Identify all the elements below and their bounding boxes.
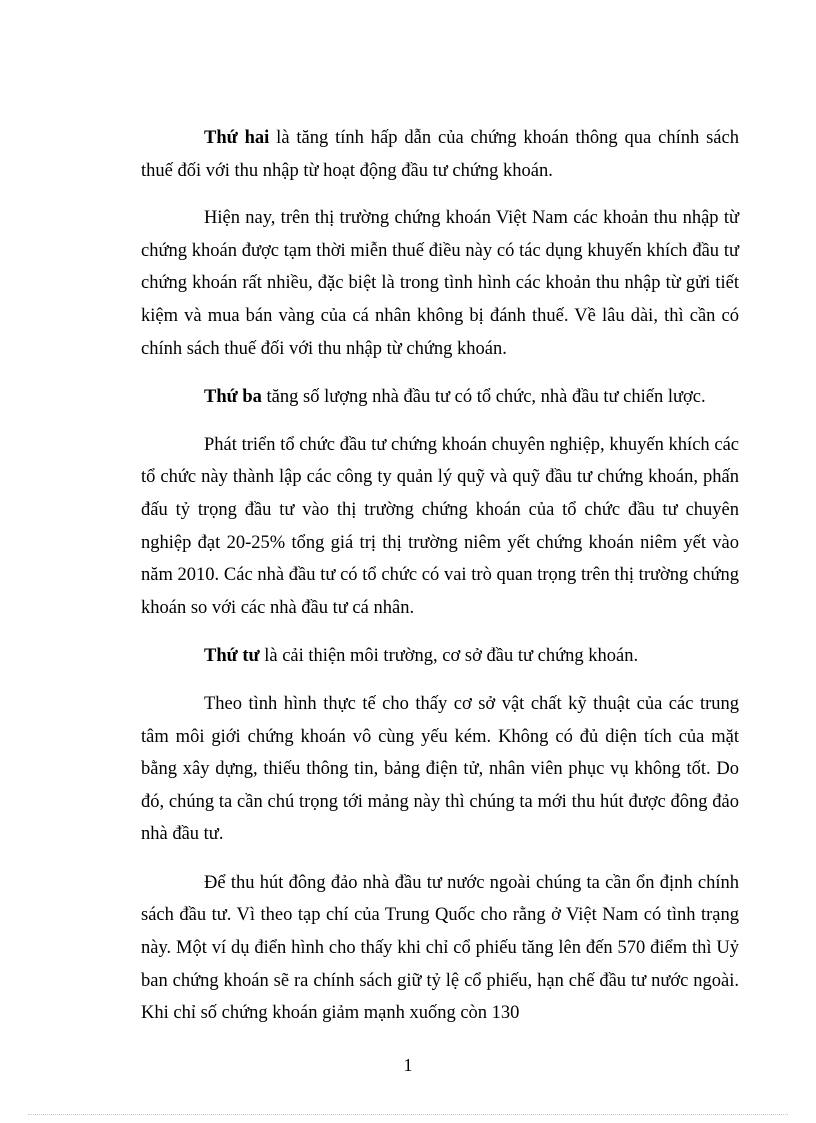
paragraph-thu-ba: [141, 381, 739, 414]
paragraph-thu-hai: [141, 122, 739, 187]
paragraph-co-so-vat-chat: [141, 688, 739, 851]
paragraph-text: Theo tình hình thực tế cho thấy cơ sở vật chất kỹ thuật của các trung tâm môi giới chứng khoán vô cùng yếu kém. Không có đủ diện tích của mặt bằng xây dựng, thiếu thông tin, bảng điện tử, nhân viên phục vụ không tốt. Do đó, chúng ta cần chú trọng tới mảng này thì chúng ta mới thu hút được đông đảo nhà đầu tư.: [141, 693, 739, 845]
paragraph-text: là tăng tính hấp dẫn của chứng khoán thông qua chính sách thuế đối với thu nhập từ hoạt động đầu tư chứng khoán.: [141, 128, 739, 181]
page-bottom-divider: [28, 1114, 788, 1115]
paragraph-nha-dau-tu-nuoc-ngoai: [141, 867, 739, 1030]
paragraph-lead: Thứ hai: [204, 128, 270, 148]
paragraph-to-chuc-dau-tu: [141, 429, 739, 625]
paragraph-lead: Thứ ba: [204, 387, 262, 408]
paragraph-text: tăng số lượng nhà đầu tư có tổ chức, nhà đầu tư chiến lược.: [261, 387, 706, 408]
page-number: 1: [403, 1055, 413, 1075]
paragraph-text: là cải thiện môi trường, cơ sở đầu tư chứng khoán.: [259, 646, 639, 667]
paragraph-thue-thu-nhap: [141, 202, 739, 365]
document-body: [141, 122, 739, 1046]
paragraph-text: Để thu hút đông đảo nhà đầu tư nước ngoài chúng ta cần ổn định chính sách đầu tư. Vì theo tạp chí của Trung Quốc cho rằng ở Việt Nam có tình trạng này. Một ví dụ điển hình cho thấy khi chỉ cổ phiếu tăng lên đến 570 điểm thì Uỷ ban chứng khoán sẽ ra chính sách giữ tỷ lệ cổ phiếu, hạn chế đầu tư nước ngoài. Khi chỉ số chứng khoán giảm mạnh xuống còn 130: [141, 872, 739, 1024]
paragraph-text: Phát triển tổ chức đầu tư chứng khoán chuyên nghiệp, khuyến khích các tổ chức này thành lập các công ty quản lý quỹ và quỹ đầu tư chứng khoán, phấn đấu tỷ trọng đầu tư vào thị trường chứng khoán của tổ chức đầu tư chuyên nghiệp đạt 20-25% tổng giá trị thị trường niêm yết chứng khoán niêm yết vào năm 2010. Các nhà đầu tư có tổ chức có vai trò quan trọng trên thị trường chứng khoán so với các nhà đầu tư cá nhân.: [141, 434, 739, 618]
paragraph-text: Hiện nay, trên thị trường chứng khoán Việt Nam các khoản thu nhập từ chứng khoán được tạm thời miễn thuế điều này có tác dụng khuyến khích đầu tư chứng khoán rất nhiều, đặc biệt là trong tình hình các khoản thu nhập từ gửi tiết kiệm và mua bán vàng của cá nhân không bị đánh thuế. Về lâu dài, thì cần có chính sách thuế đối với thu nhập từ chứng khoán.: [141, 208, 739, 359]
paragraph-lead: Thứ tư: [204, 646, 260, 667]
paragraph-thu-tu: [141, 640, 739, 673]
